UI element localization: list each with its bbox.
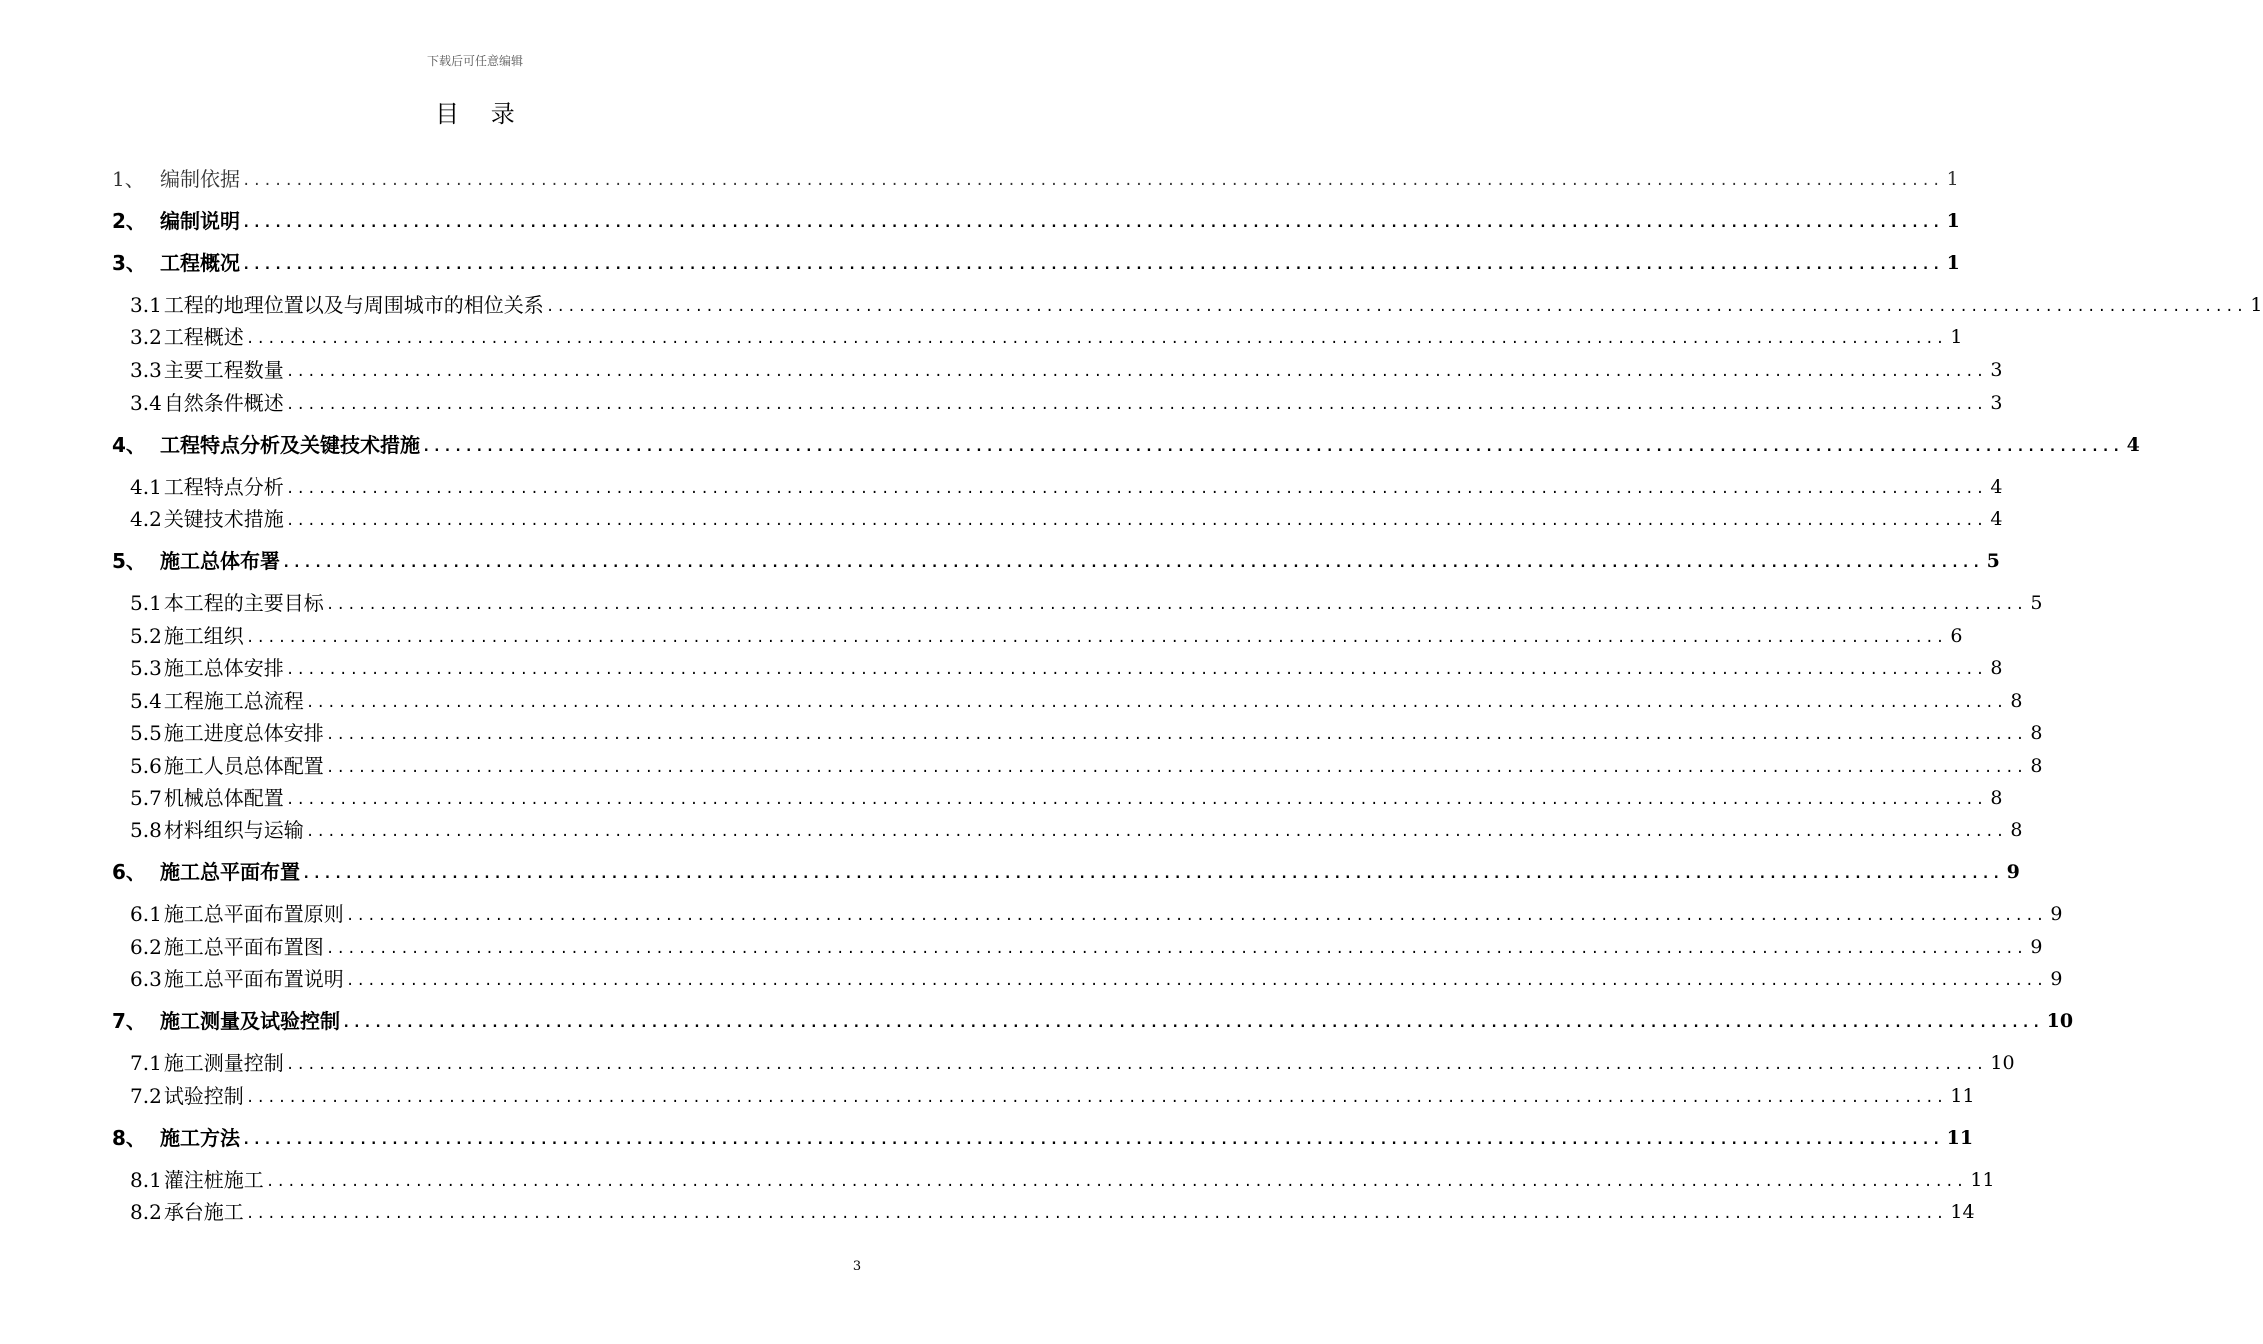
toc-entry-text: 材料组织与运输: [163, 818, 304, 842]
toc-leader-dots: ................................................................................................................................................................: [285, 792, 1987, 808]
toc-entry-number: 8.1: [130, 1168, 162, 1192]
toc-entry-page: 3: [1990, 359, 2003, 381]
toc-entry-text: 施工进度总体安排: [163, 721, 324, 745]
toc-leader-dots: ................................................................................................................................................................: [245, 630, 1947, 646]
toc-entry-page: 10: [1990, 1052, 2015, 1074]
toc-entry-text: 工程概述: [163, 325, 244, 349]
toc-entry-page: 8: [2010, 690, 2023, 712]
toc-entry-page: 8: [1990, 657, 2003, 679]
toc-entry-6[interactable]: [112, 857, 2020, 885]
toc-entry-page: 8: [2030, 755, 2043, 777]
toc-entry-4[interactable]: [112, 430, 2140, 458]
toc-entry-6-3[interactable]: [130, 964, 2063, 992]
toc-leader-dots: ................................................................................................................................................................: [285, 364, 1987, 380]
toc-entry-page: 8: [1990, 787, 2003, 809]
toc-entry-page: 1: [1946, 252, 1960, 274]
toc-entry-text: 施工总平面布置图: [163, 935, 324, 959]
toc-entry-2[interactable]: [112, 206, 1960, 234]
toc-entry-7-1[interactable]: [130, 1048, 2015, 1076]
toc-entry-text: 主要工程数量: [163, 358, 284, 382]
toc-entry-text: 工程施工总流程: [163, 689, 304, 713]
toc-entry-number: 5.8: [130, 818, 162, 842]
toc-leader-dots: ................................................................................................................................................................: [302, 866, 2003, 882]
toc-leader-dots: ................................................................................................................................................................: [325, 941, 2027, 957]
toc-entry-page: 11: [1950, 1085, 1975, 1107]
toc-entry-7[interactable]: [112, 1006, 2074, 1034]
toc-entry-number: 5、: [112, 549, 146, 573]
toc-entry-4-1[interactable]: [130, 472, 2003, 500]
toc-entry-number: 1、: [112, 167, 145, 191]
toc-leader-dots: ................................................................................................................................................................: [265, 1174, 1967, 1190]
toc-entry-7-2[interactable]: [130, 1081, 1975, 1109]
toc-leader-dots: ................................................................................................................................................................: [245, 1090, 1947, 1106]
header-note: 下载后可任意编辑: [426, 54, 523, 68]
toc-entry-number: 3.2: [130, 325, 162, 349]
toc-entry-number: 5.3: [130, 656, 162, 680]
toc-entry-text: 施工总平面布置说明: [163, 967, 344, 991]
toc-entry-text: 编制说明: [160, 209, 240, 233]
toc-entry-text: 施工测量及试验控制: [160, 1009, 340, 1033]
toc-entry-number: 5.4: [130, 689, 162, 713]
toc-entry-page: 5: [2030, 592, 2043, 614]
toc-leader-dots: ................................................................................................................................................................: [282, 555, 1983, 571]
toc-leader-dots: ................................................................................................................................................................: [242, 257, 1943, 273]
toc-entry-text: 施工方法: [160, 1126, 240, 1150]
toc-entry-8-2[interactable]: [130, 1197, 1975, 1225]
toc-title: 目 录: [435, 100, 527, 128]
toc-leader-dots: ................................................................................................................................................................: [345, 908, 2047, 924]
toc-entry-text: 试验控制: [163, 1084, 244, 1108]
toc-entry-text: 本工程的主要目标: [163, 591, 324, 615]
toc-entry-page: 4: [1990, 476, 2003, 498]
toc-leader-dots: ................................................................................................................................................................: [285, 662, 1987, 678]
toc-entry-text: 施工总体布署: [160, 549, 280, 573]
toc-entry-5-3[interactable]: [130, 653, 2003, 681]
toc-entry-page: 1: [1950, 326, 1963, 348]
toc-entry-page: 8: [2030, 722, 2043, 744]
toc-entry-page: 9: [2050, 968, 2063, 990]
toc-entry-number: 4、: [112, 433, 146, 457]
toc-entry-number: 4.2: [130, 507, 162, 531]
toc-entry-text: 自然条件概述: [163, 391, 284, 415]
toc-entry-number: 6、: [112, 860, 146, 884]
toc-entry-text: 施工人员总体配置: [163, 754, 324, 778]
toc-entry-text: 施工总体安排: [163, 656, 284, 680]
toc-entry-8[interactable]: [112, 1123, 1974, 1151]
toc-entry-3-3[interactable]: [130, 355, 2003, 383]
toc-entry-text: 灌注桩施工: [163, 1168, 264, 1192]
toc-entry-number: 2、: [112, 209, 146, 233]
toc-entry-3-1[interactable]: [130, 290, 2263, 318]
toc-entry-number: 6.2: [130, 935, 162, 959]
toc-entry-3[interactable]: [112, 248, 1960, 276]
toc-entry-number: 5.1: [130, 591, 162, 615]
toc-entry-page: 9: [2050, 903, 2063, 925]
toc-entry-number: 8.2: [130, 1200, 162, 1224]
toc-entry-page: 3: [1990, 392, 2003, 414]
toc-leader-dots: ................................................................................................................................................................: [285, 1057, 1987, 1073]
toc-leader-dots: ................................................................................................................................................................: [242, 1132, 1943, 1148]
toc-leader-dots: ................................................................................................................................................................: [245, 1206, 1947, 1222]
toc-entry-8-1[interactable]: [130, 1165, 1995, 1193]
toc-leader-dots: ................................................................................................................................................................: [285, 481, 1987, 497]
toc-leader-dots: ................................................................................................................................................................: [325, 760, 2027, 776]
toc-entry-5-2[interactable]: [130, 621, 1963, 649]
toc-entry-text: 施工组织: [163, 624, 244, 648]
toc-entry-5-8[interactable]: [130, 815, 2023, 843]
toc-entry-number: 3.1: [130, 293, 162, 317]
toc-entry-5-7[interactable]: [130, 783, 2003, 811]
toc-entry-5-1[interactable]: [130, 588, 2043, 616]
toc-entry-text: 机械总体配置: [163, 786, 284, 810]
toc-entry-page: 4: [2126, 434, 2140, 456]
toc-entry-text: 编制依据: [160, 167, 240, 191]
toc-entry-page: 14: [1950, 1201, 1975, 1223]
toc-entry-text: 承台施工: [163, 1200, 244, 1224]
toc-leader-dots: ................................................................................................................................................................: [285, 397, 1987, 413]
toc-leader-dots: ................................................................................................................................................................: [242, 173, 1943, 189]
toc-entry-page: 5: [1986, 550, 2000, 572]
toc-entry-page: 6: [1950, 625, 1963, 647]
toc-entry-number: 7.1: [130, 1051, 162, 1075]
toc-entry-page: 4: [1990, 508, 2003, 530]
toc-entry-number: 5.6: [130, 754, 162, 778]
toc-entry-5-4[interactable]: [130, 686, 2023, 714]
toc-entry-number: 6.3: [130, 967, 162, 991]
toc-entry-number: 3、: [112, 251, 146, 275]
toc-entry-page: 9: [2006, 861, 2020, 883]
toc-leader-dots: ................................................................................................................................................................: [345, 973, 2047, 989]
page-number: 3: [852, 1259, 862, 1274]
toc-entry-3-4[interactable]: [130, 388, 2003, 416]
toc-entry-number: 5.2: [130, 624, 162, 648]
toc-entry-number: 3.4: [130, 391, 162, 415]
toc-entry-5[interactable]: [112, 546, 2000, 574]
toc-entry-text: 工程的地理位置以及与周围城市的相位关系: [163, 293, 544, 317]
toc-entry-number: 7、: [112, 1009, 146, 1033]
toc-entry-page: 1: [2250, 294, 2263, 316]
toc-entry-3-2[interactable]: [130, 322, 1963, 350]
toc-entry-5-5[interactable]: [130, 718, 2043, 746]
toc-leader-dots: ................................................................................................................................................................: [305, 824, 2007, 840]
toc-entry-text: 施工总平面布置原则: [163, 902, 344, 926]
toc-leader-dots: ................................................................................................................................................................: [342, 1015, 2043, 1031]
toc-entry-6-1[interactable]: [130, 899, 2063, 927]
toc-entry-page: 11: [1946, 1127, 1974, 1149]
toc-entry-page: 9: [2030, 936, 2043, 958]
toc-entry-number: 5.7: [130, 786, 162, 810]
toc-leader-dots: ................................................................................................................................................................: [422, 439, 2123, 455]
toc-entry-5-6[interactable]: [130, 751, 2043, 779]
toc-entry-number: 5.5: [130, 721, 162, 745]
toc-entry-text: 工程概况: [160, 251, 240, 275]
toc-leader-dots: ................................................................................................................................................................: [242, 215, 1943, 231]
toc-entry-text: 工程特点分析及关键技术措施: [160, 433, 420, 457]
toc-leader-dots: ................................................................................................................................................................: [545, 299, 2247, 315]
toc-entry-text: 工程特点分析: [163, 475, 284, 499]
toc-entry-6-2[interactable]: [130, 932, 2043, 960]
toc-entry-number: 7.2: [130, 1084, 162, 1108]
toc-leader-dots: ................................................................................................................................................................: [325, 727, 2027, 743]
toc-leader-dots: ................................................................................................................................................................: [285, 513, 1987, 529]
toc-entry-number: 3.3: [130, 358, 162, 382]
toc-entry-page: 11: [1970, 1169, 1995, 1191]
toc-entry-number: 6.1: [130, 902, 162, 926]
toc-entry-page: 8: [2010, 819, 2023, 841]
toc-leader-dots: ................................................................................................................................................................: [325, 597, 2027, 613]
toc-entry-text: 施工测量控制: [163, 1051, 284, 1075]
toc-entry-page: 10: [2046, 1010, 2074, 1032]
toc-entry-page: 1: [1946, 168, 1959, 190]
toc-entry-page: 1: [1946, 210, 1960, 232]
toc-entry-text: 关键技术措施: [163, 507, 284, 531]
toc-entry-number: 8、: [112, 1126, 146, 1150]
toc-entry-4-2[interactable]: [130, 504, 2003, 532]
toc-entry-text: 施工总平面布置: [160, 860, 300, 884]
toc-entry-number: 4.1: [130, 475, 162, 499]
toc-leader-dots: ................................................................................................................................................................: [245, 331, 1947, 347]
toc-leader-dots: ................................................................................................................................................................: [305, 695, 2007, 711]
toc-entry-1[interactable]: [112, 164, 1959, 192]
